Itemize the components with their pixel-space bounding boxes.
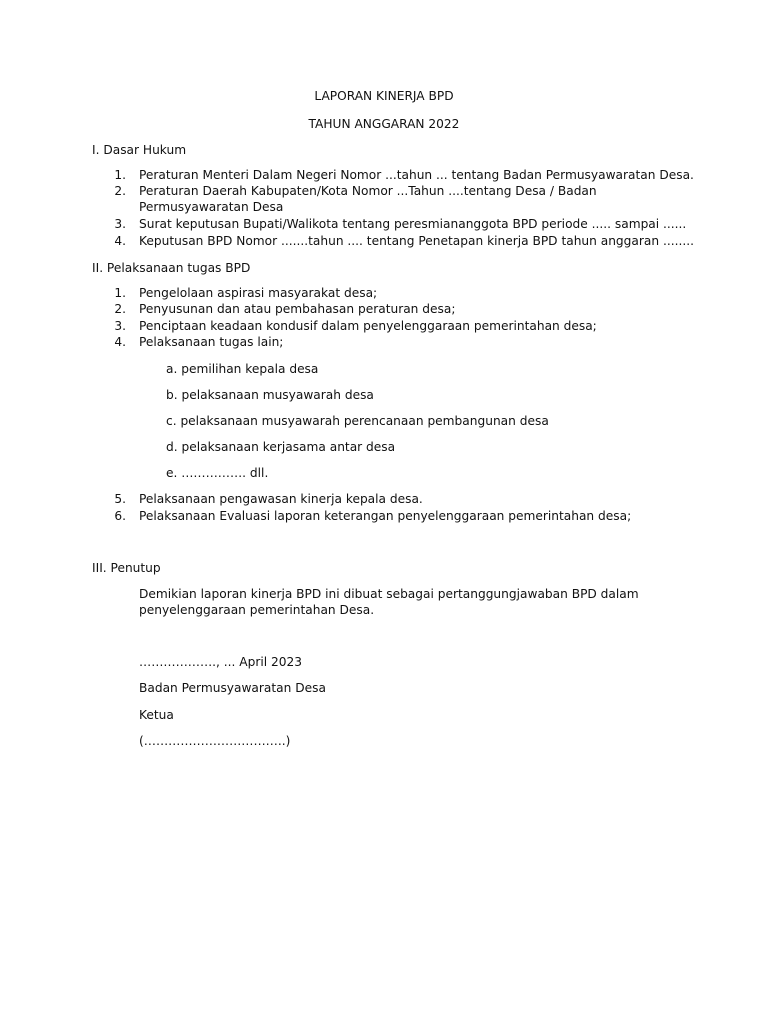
list-number: 2. xyxy=(114,184,126,198)
list-item: Penciptaan keadaan kondusif dalam penyelenggaraan pemerintahan desa; xyxy=(139,319,597,333)
signature-placeholder: (……………………………..) xyxy=(139,734,291,748)
document-title: LAPORAN KINERJA BPD xyxy=(314,89,454,103)
list-number: 4. xyxy=(114,234,126,248)
sub-list-item: d. pelaksanaan kerjasama antar desa xyxy=(166,440,396,454)
list-item: Pelaksanaan pengawasan kinerja kepala desa. xyxy=(139,492,423,506)
section-heading-pelaksanaan-tugas: II. Pelaksanaan tugas BPD xyxy=(92,261,251,275)
list-number: 2. xyxy=(114,302,126,316)
list-number: 1. xyxy=(114,168,126,182)
sub-list-item: b. pelaksanaan musyawarah desa xyxy=(166,388,374,402)
list-number: 3. xyxy=(114,217,126,231)
place-date: ………………., ... April 2023 xyxy=(139,655,302,669)
list-number: 6. xyxy=(114,509,126,523)
organization-name: Badan Permusyawaratan Desa xyxy=(139,681,326,695)
list-number: 1. xyxy=(114,286,126,300)
sub-list-item: a. pemilihan kepala desa xyxy=(166,362,319,376)
list-item: Surat keputusan Bupati/Walikota tentang peresmiananggota BPD periode ..... sampai ...... xyxy=(139,217,687,231)
section-heading-dasar-hukum: I. Dasar Hukum xyxy=(92,143,187,157)
sub-list-item: e. ……………. dll. xyxy=(166,466,269,480)
list-item-continuation: Permusyawaratan Desa xyxy=(139,200,284,214)
list-item: Penyusunan dan atau pembahasan peraturan desa; xyxy=(139,302,456,316)
closing-paragraph-line: Demikian laporan kinerja BPD ini dibuat sebagai pertanggungjawaban BPD dalam xyxy=(139,587,639,601)
list-item: Pelaksanaan Evaluasi laporan keterangan penyelenggaraan pemerintahan desa; xyxy=(139,509,632,523)
section-heading-penutup: III. Penutup xyxy=(92,561,161,575)
list-number: 5. xyxy=(114,492,126,506)
list-item: Pengelolaan aspirasi masyarakat desa; xyxy=(139,286,378,300)
list-item: Peraturan Menteri Dalam Negeri Nomor ...tahun ... tentang Badan Permusyawaratan Desa. xyxy=(139,168,694,182)
list-item: Pelaksanaan tugas lain; xyxy=(139,335,284,349)
signatory-role: Ketua xyxy=(139,708,174,722)
list-item: Keputusan BPD Nomor .......tahun .... tentang Penetapan kinerja BPD tahun anggaran ........ xyxy=(139,234,694,248)
list-number: 4. xyxy=(114,335,126,349)
closing-paragraph-line: penyelenggaraan pemerintahan Desa. xyxy=(139,603,375,617)
document-subtitle: TAHUN ANGGARAN 2022 xyxy=(308,117,460,131)
list-item: Peraturan Daerah Kabupaten/Kota Nomor ...Tahun ....tentang Desa / Badan xyxy=(139,184,597,198)
list-number: 3. xyxy=(114,319,126,333)
sub-list-item: c. pelaksanaan musyawarah perencanaan pembangunan desa xyxy=(166,414,549,428)
